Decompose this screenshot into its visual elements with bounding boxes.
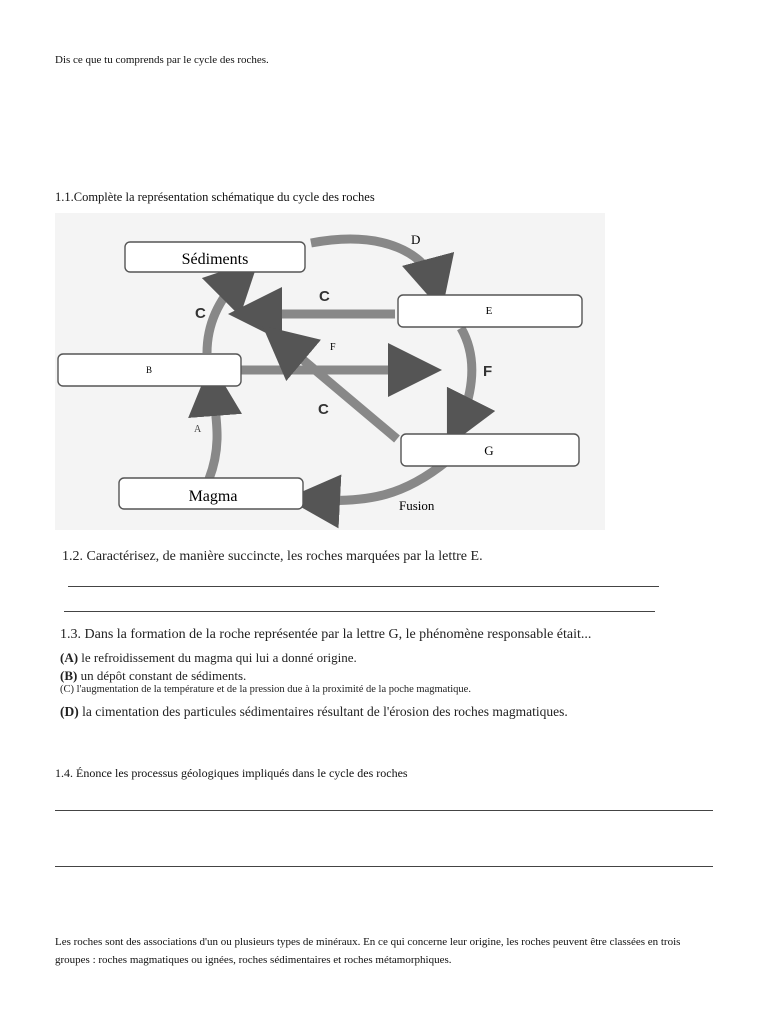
option-a-text: le refroidissement du magma qui lui a donné origine. xyxy=(81,650,357,665)
answer-line-1-4a[interactable] xyxy=(55,810,713,811)
box-sediments-label: Sédiments xyxy=(181,251,249,268)
label-f-small: F xyxy=(330,342,336,353)
rock-cycle-diagram xyxy=(55,213,605,530)
option-a-letter: (A) xyxy=(60,650,79,665)
label-fusion: Fusion xyxy=(399,498,435,513)
answer-line-1-4b[interactable] xyxy=(55,866,713,867)
question-1-1: 1.1.Complète la représentation schématique du cycle des roches xyxy=(55,190,375,204)
label-a: A xyxy=(194,424,202,435)
closing-paragraph: Les roches sont des associations d'un ou plusieurs types de minéraux. En ce qui concerne leur origine, les roches peuvent être classées en trois groupes : roches magmatiques ou ignées, roches sédimentaires et roches métamorphiques. xyxy=(55,936,681,966)
label-c-middle: C xyxy=(318,401,329,418)
question-1-2: 1.2. Caractérisez, de manière succincte, les roches marquées par la lettre E. xyxy=(62,549,483,564)
option-d-letter: (D) xyxy=(60,704,79,719)
option-c-letter: (C) xyxy=(60,684,74,695)
box-g-label: G xyxy=(484,443,494,458)
option-c-text: l'augmentation de la température et de la pression due à la proximité de la poche magmatique. xyxy=(76,684,471,695)
label-c-top: C xyxy=(319,288,330,305)
box-e-label: E xyxy=(485,305,493,317)
option-b[interactable] xyxy=(60,668,246,684)
label-f-bold: F xyxy=(483,363,493,380)
answer-line-1-2b[interactable] xyxy=(64,611,655,612)
option-a[interactable] xyxy=(60,650,357,666)
option-d[interactable] xyxy=(60,704,568,720)
box-b-label: B xyxy=(145,365,153,375)
intro-question: Dis ce que tu comprends par le cycle des roches. xyxy=(55,54,269,66)
option-b-text: un dépôt constant de sédiments. xyxy=(80,668,247,683)
option-b-letter: (B) xyxy=(60,668,78,683)
question-1-3: 1.3. Dans la formation de la roche représentée par la lettre G, le phénomène responsable était... xyxy=(60,627,592,642)
box-magma-label: Magma xyxy=(188,488,238,505)
label-c-left: C xyxy=(195,305,206,322)
label-d: D xyxy=(411,232,421,247)
option-d-text: la cimentation des particules sédimentaires résultant de l'érosion des roches magmatiques. xyxy=(82,704,568,719)
question-1-4: 1.4. Énonce les processus géologiques impliqués dans le cycle des roches xyxy=(55,766,408,780)
option-c[interactable] xyxy=(60,684,471,695)
answer-line-1-2a[interactable] xyxy=(68,586,659,587)
